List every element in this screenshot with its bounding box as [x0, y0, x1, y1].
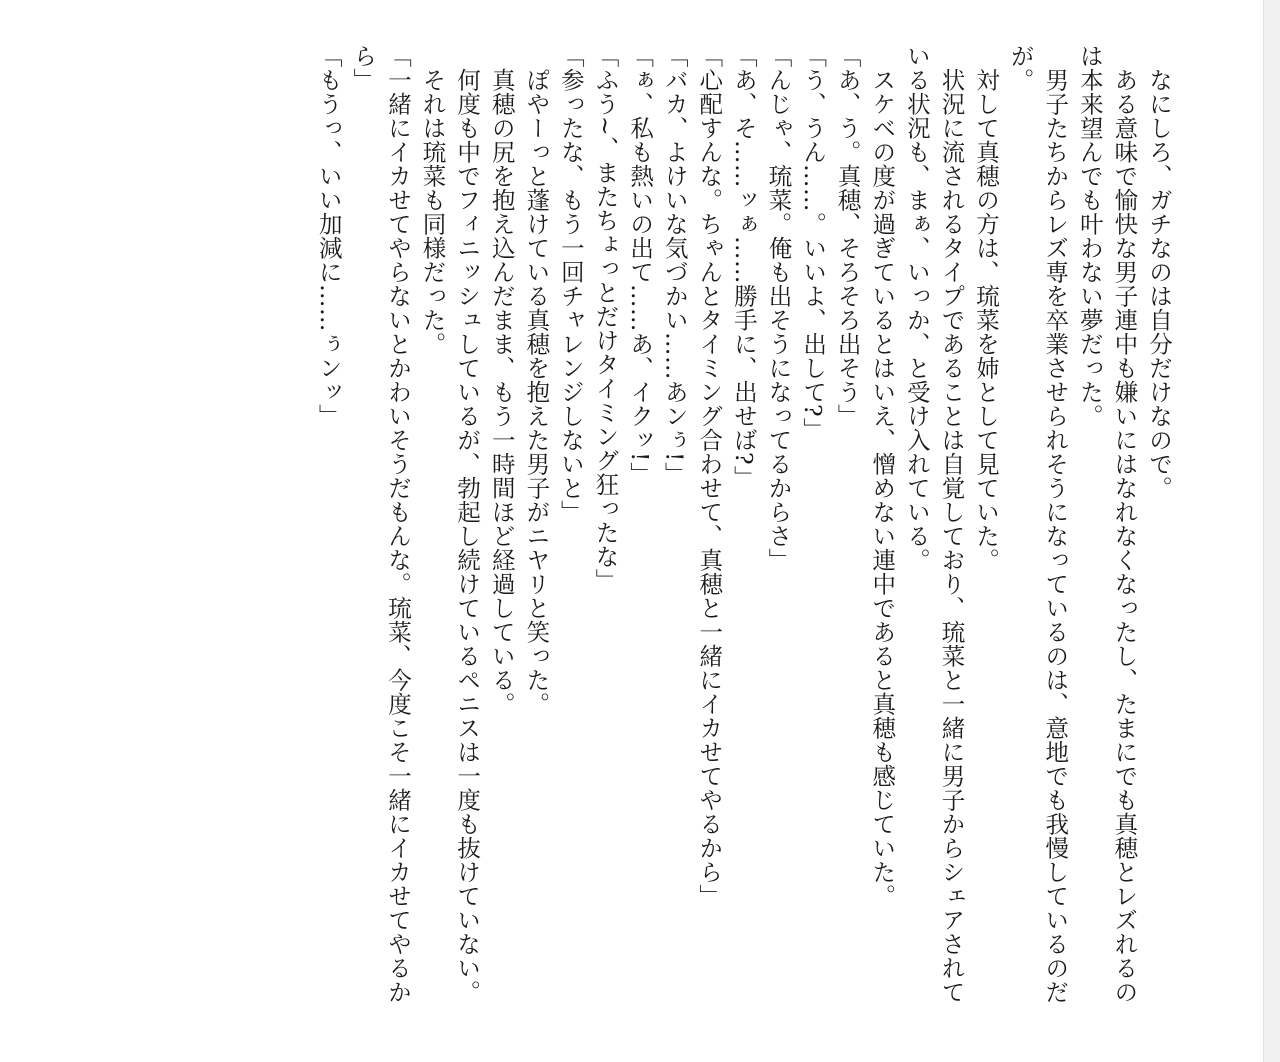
dialogue-line: 「ぁ、私も熱いの出て……あ、イクッ!」	[626, 44, 655, 486]
text-line: ある意味で愉快な男子連中も嫌いにはなれなくなったし、たまにでも真穂とレズれるの	[1110, 44, 1139, 1004]
dialogue-line: 「ふう~、またちょっとだけタイミング狂ったな」	[591, 44, 620, 593]
dialogue-line: 「一緒にイカせてやらないとかわいそうだもんな。琉菜、今度こそ一緒にイカせてやるか	[383, 44, 412, 1004]
dialogue-line: 「んじゃ、琉菜。俺も出そうになってるからさ」	[764, 44, 793, 572]
dialogue-line: 「う、うん……。いいよ、出して?」	[799, 44, 828, 442]
scrollbar-track[interactable]	[1263, 0, 1280, 1062]
vertical-text-body	[311, 44, 1176, 1044]
text-line: それは琉菜も同様だった。	[418, 44, 447, 356]
dialogue-line: 「バカ、よけいな気づかい……あンぅ!」	[660, 44, 689, 486]
dialogue-line: 「あ、う。真穂、そろそろ出そう」	[833, 44, 862, 428]
dialogue-line: 「参ったな、もう一回チャレンジしないと」	[556, 44, 585, 524]
text-line: 何度も中でフィニッシュしているが、勃起し続けているペニスは一度も抜けていない。	[453, 44, 482, 1004]
text-line: が。	[1006, 44, 1035, 92]
text-line: は本来望んでも叶わない夢だった。	[1075, 44, 1104, 428]
dialogue-line: 「あ、そ……ッぁ……勝手に、出せば?」	[729, 44, 758, 490]
text-line: ぽやーっと蓬けている真穂を抱えた男子がニヤリと笑った。	[522, 44, 551, 716]
text-line: 男子たちからレズ専を卒業させられそうになっているのは、意地でも我慢しているのだ	[1041, 44, 1070, 1004]
text-line: 真穂の尻を抱え込んだまま、もう一時間ほど経過している。	[487, 44, 516, 716]
text-line: 状況に流されるタイプであることは自覚しており、琉菜と一緒に男子からシェアされて	[937, 44, 966, 1004]
text-line: スケベの度が過ぎているとはいえ、憎めない連中であると真穂も感じていた。	[868, 44, 897, 908]
text-line: いる状況も、まぁ、いっか、と受け入れている。	[902, 44, 931, 572]
dialogue-line: 「もうっ、いい加減に……ぅンッ」	[314, 44, 343, 428]
dialogue-line: 「心配すんな。ちゃんとタイミング合わせて、真穂と一緒にイカせてやるから」	[695, 44, 724, 908]
text-line: 対して真穂の方は、琉菜を姉として見ていた。	[972, 44, 1001, 572]
dialogue-line: ら」	[349, 44, 378, 92]
text-line: なにしろ、ガチなのは自分だけなので。	[1145, 44, 1173, 500]
